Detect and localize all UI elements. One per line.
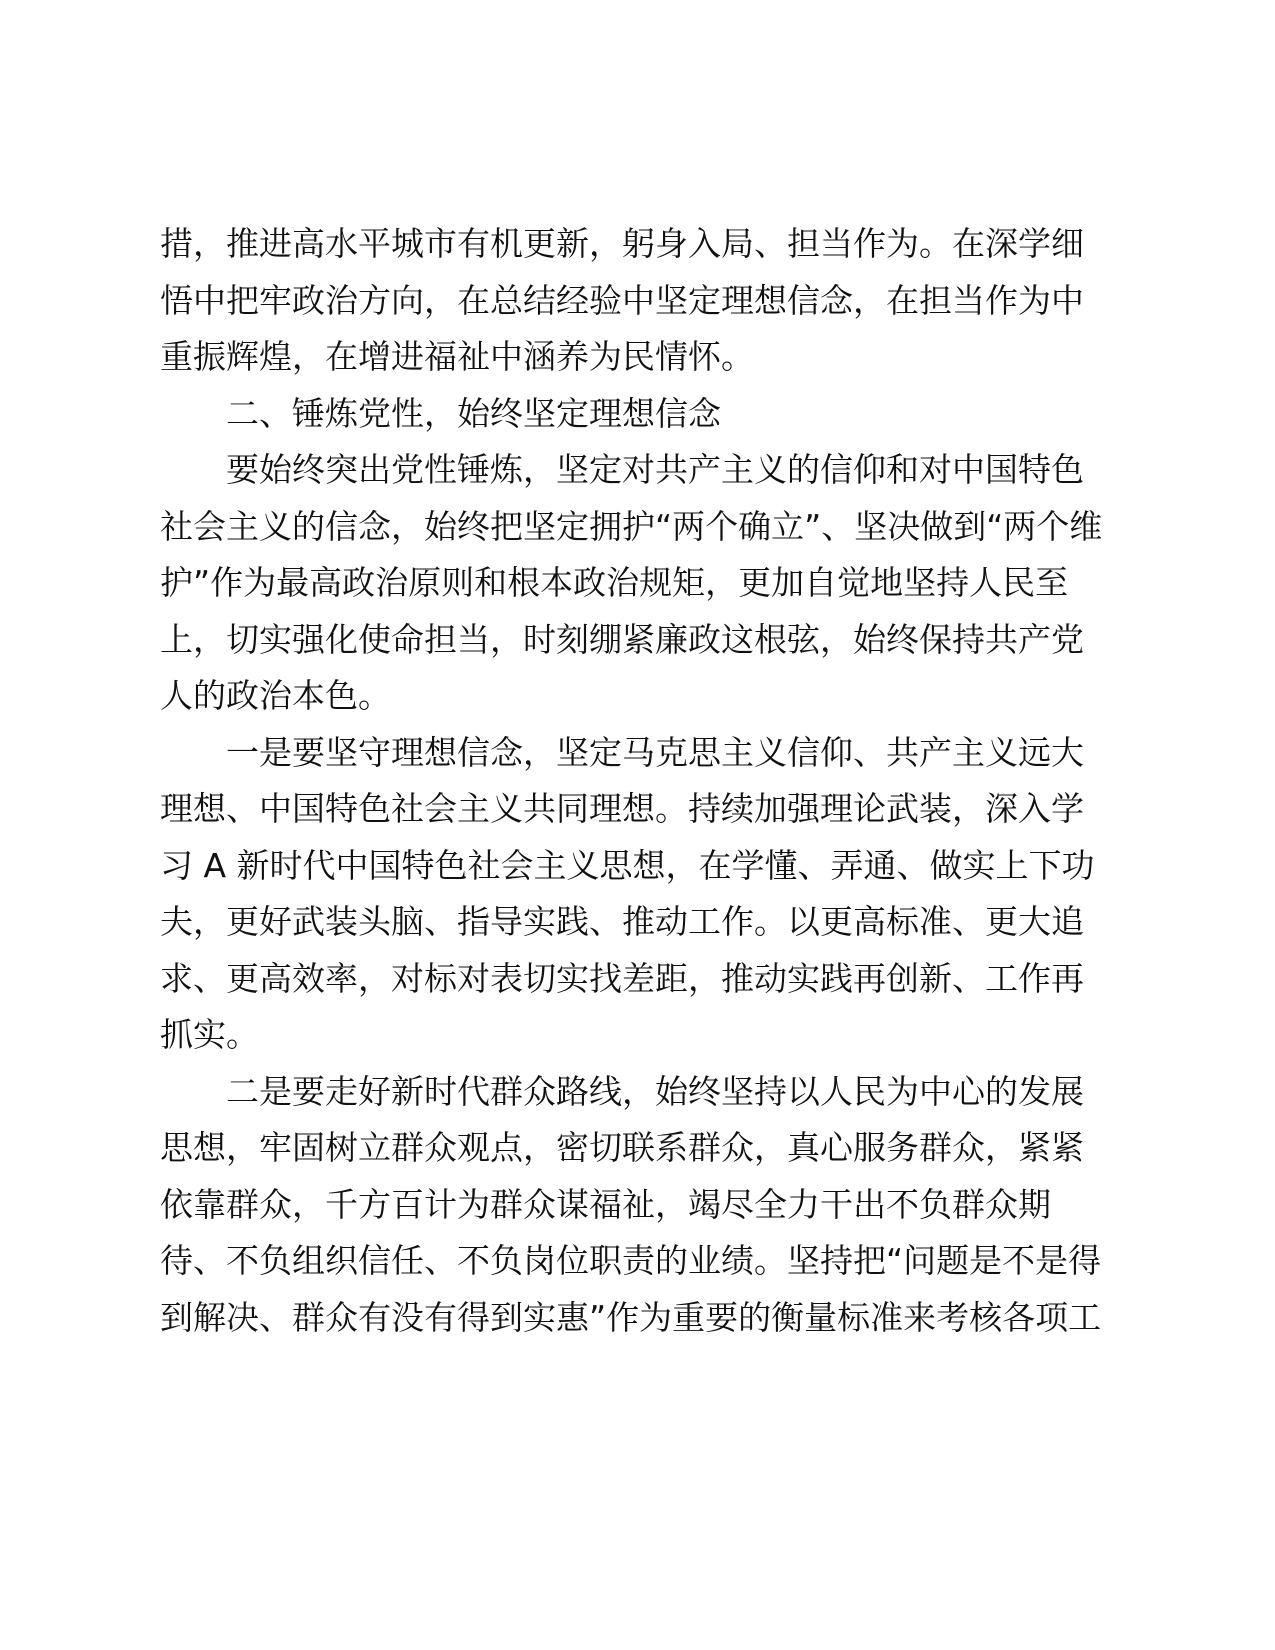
text-line: 护”作为最高政治原则和根本政治规矩，更加自觉地坚持人民至: [160, 563, 1069, 602]
text-line: 人的政治本色。: [160, 676, 391, 715]
text-line: 重振辉煌，在增进福祉中涵养为民情怀。: [160, 337, 754, 376]
text-line: 思想，牢固树立群众观点，密切联系群众，真心服务群众，紧紧: [160, 1128, 1084, 1167]
text-line: 一是要坚守理想信念，坚定马克思主义信仰、共产主义远大: [226, 732, 1084, 772]
document-body: [160, 216, 1103, 1346]
text-line: 习 A 新时代中国特色社会主义思想，在学懂、弄通、做实上下功: [160, 845, 1095, 885]
section-heading: 二、锤炼党性，始终坚定理想信念: [226, 393, 721, 433]
text-line: 措，推进高水平城市有机更新，躬身入局、担当作为。在深学细: [160, 224, 1084, 263]
text-line: 抓实。: [160, 1015, 259, 1054]
text-line: 依靠群众，千方百计为群众谋福祉，竭尽全力干出不负群众期: [160, 1184, 1051, 1224]
text-line: 夫，更好武装头脑、指导实践、推动工作。以更高标准、更大追: [160, 902, 1084, 941]
text-line: 要始终突出党性锤炼，坚定对共产主义的信仰和对中国特色: [226, 450, 1084, 489]
text-line: 上，切实强化使命担当，时刻绷紧廉政这根弦，始终保持共产党: [160, 619, 1084, 659]
text-line: 理想、中国特色社会主义共同理想。持续加强理论武装，深入学: [160, 789, 1084, 828]
text-line: 社会主义的信念，始终把坚定拥护“两个确立”、坚决做到“两个维: [160, 506, 1103, 546]
text-line: 悟中把牢政治方向，在总结经验中坚定理想信念，在担当作为中: [160, 280, 1084, 320]
text-line: 待、不负组织信任、不负岗位职责的业绩。坚持把“问题是不是得: [160, 1241, 1102, 1280]
text-line: 求、更高效率，对标对表切实找差距，推动实践再创新、工作再: [160, 958, 1084, 998]
text-line: 二是要走好新时代群众路线，始终坚持以人民为中心的发展: [226, 1071, 1084, 1111]
text-line: 到解决、群众有没有得到实惠”作为重要的衡量标准来考核各项工: [160, 1297, 1102, 1337]
